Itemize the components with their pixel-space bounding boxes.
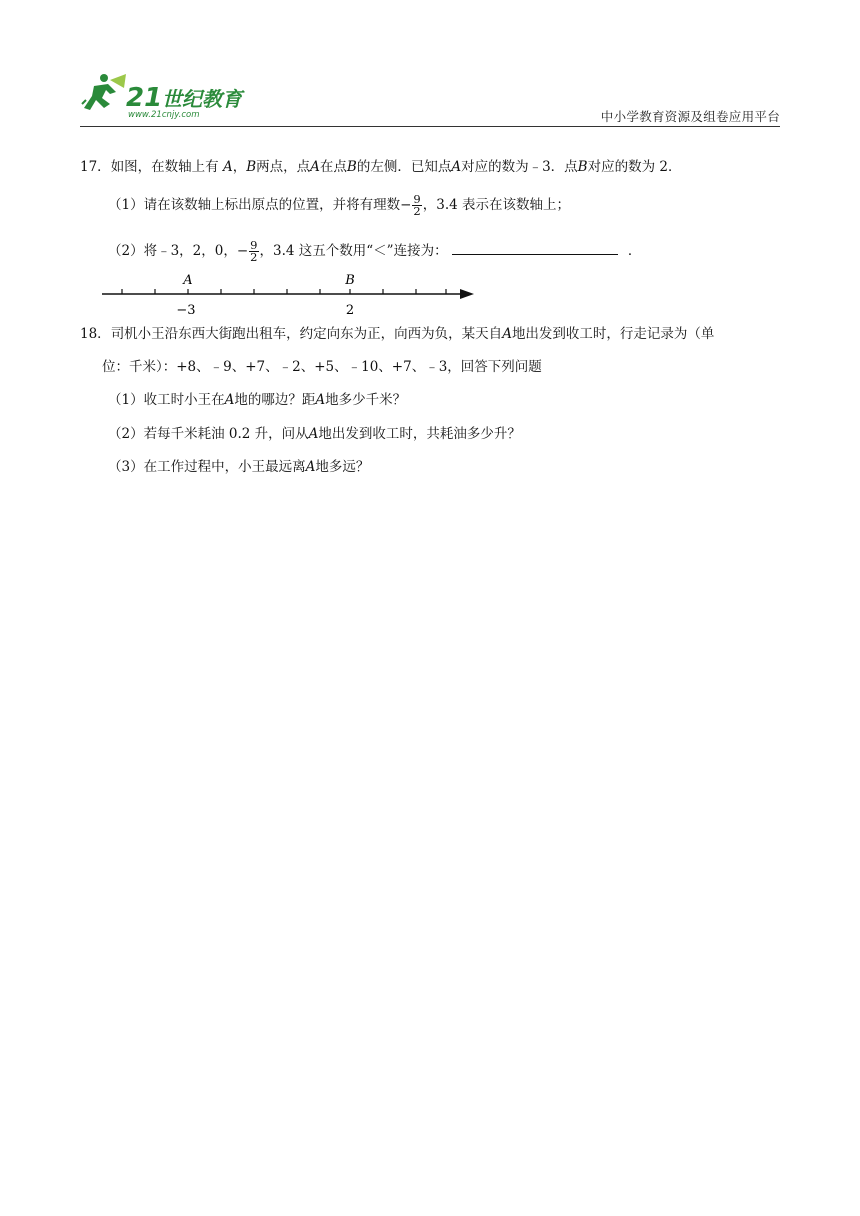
q17-stem: 17．如图，在数轴上有 A，B两点，点A在点B的左侧．已知点A对应的数为﹣3．点B对应的数为 2． [80,159,682,175]
q18-stem-line1: 18．司机小王沿东西大街跑出租车，约定向东为正，向西为负，某天自A地出发到收工时，行走记录为（单 [80,326,715,342]
number-line-figure [98,270,478,320]
page-header [80,70,780,128]
platform-title: 中小学教育资源及组卷应用平台 [600,109,780,124]
fraction-nine-halves: $\frac{9}{2}$ [413,192,421,218]
answer-blank[interactable] [452,240,618,255]
svg-text:www.21cnjy.com: www.21cnjy.com [128,110,200,120]
tick-label-neg3: −3 [176,303,196,318]
q17-part2: （2）将﹣3，2，0，− $\frac{9}{2}$ ，3.4 这五个数用“＜”连接为： ． [108,238,642,264]
point-label-b: B [345,273,355,288]
svg-text:世纪教育: 世纪教育 [162,87,242,111]
tick-label-2: 2 [345,303,355,318]
point-label-a: A [183,273,193,288]
tick-marks [122,289,446,294]
q18-part1: （1）收工时小王在A地的哪边？距A地多少千米？ [108,392,407,408]
q17-part1: （1）请在该数轴上标出原点的位置，并将有理数− $\frac{9}{2}$ ，3.4 表示在该数轴上； [108,192,570,218]
fraction-nine-halves: $\frac{9}{2}$ [250,238,258,264]
header-divider [80,126,780,127]
logo-21cnjy [80,70,270,120]
arrow-right-icon [460,289,474,299]
q18-stem-line2: 位：千米）：+8、﹣9、+7、﹣2、+5、﹣10、+7、﹣3，回答下列问题 [102,359,542,375]
q18-part3: （3）在工作过程中，小王最远离A地多远？ [108,459,370,475]
q18-part2: （2）若每千米耗油 0.2 升，问从A地出发到收工时，共耗油多少升？ [108,426,521,442]
svg-text:21: 21 [126,83,163,113]
